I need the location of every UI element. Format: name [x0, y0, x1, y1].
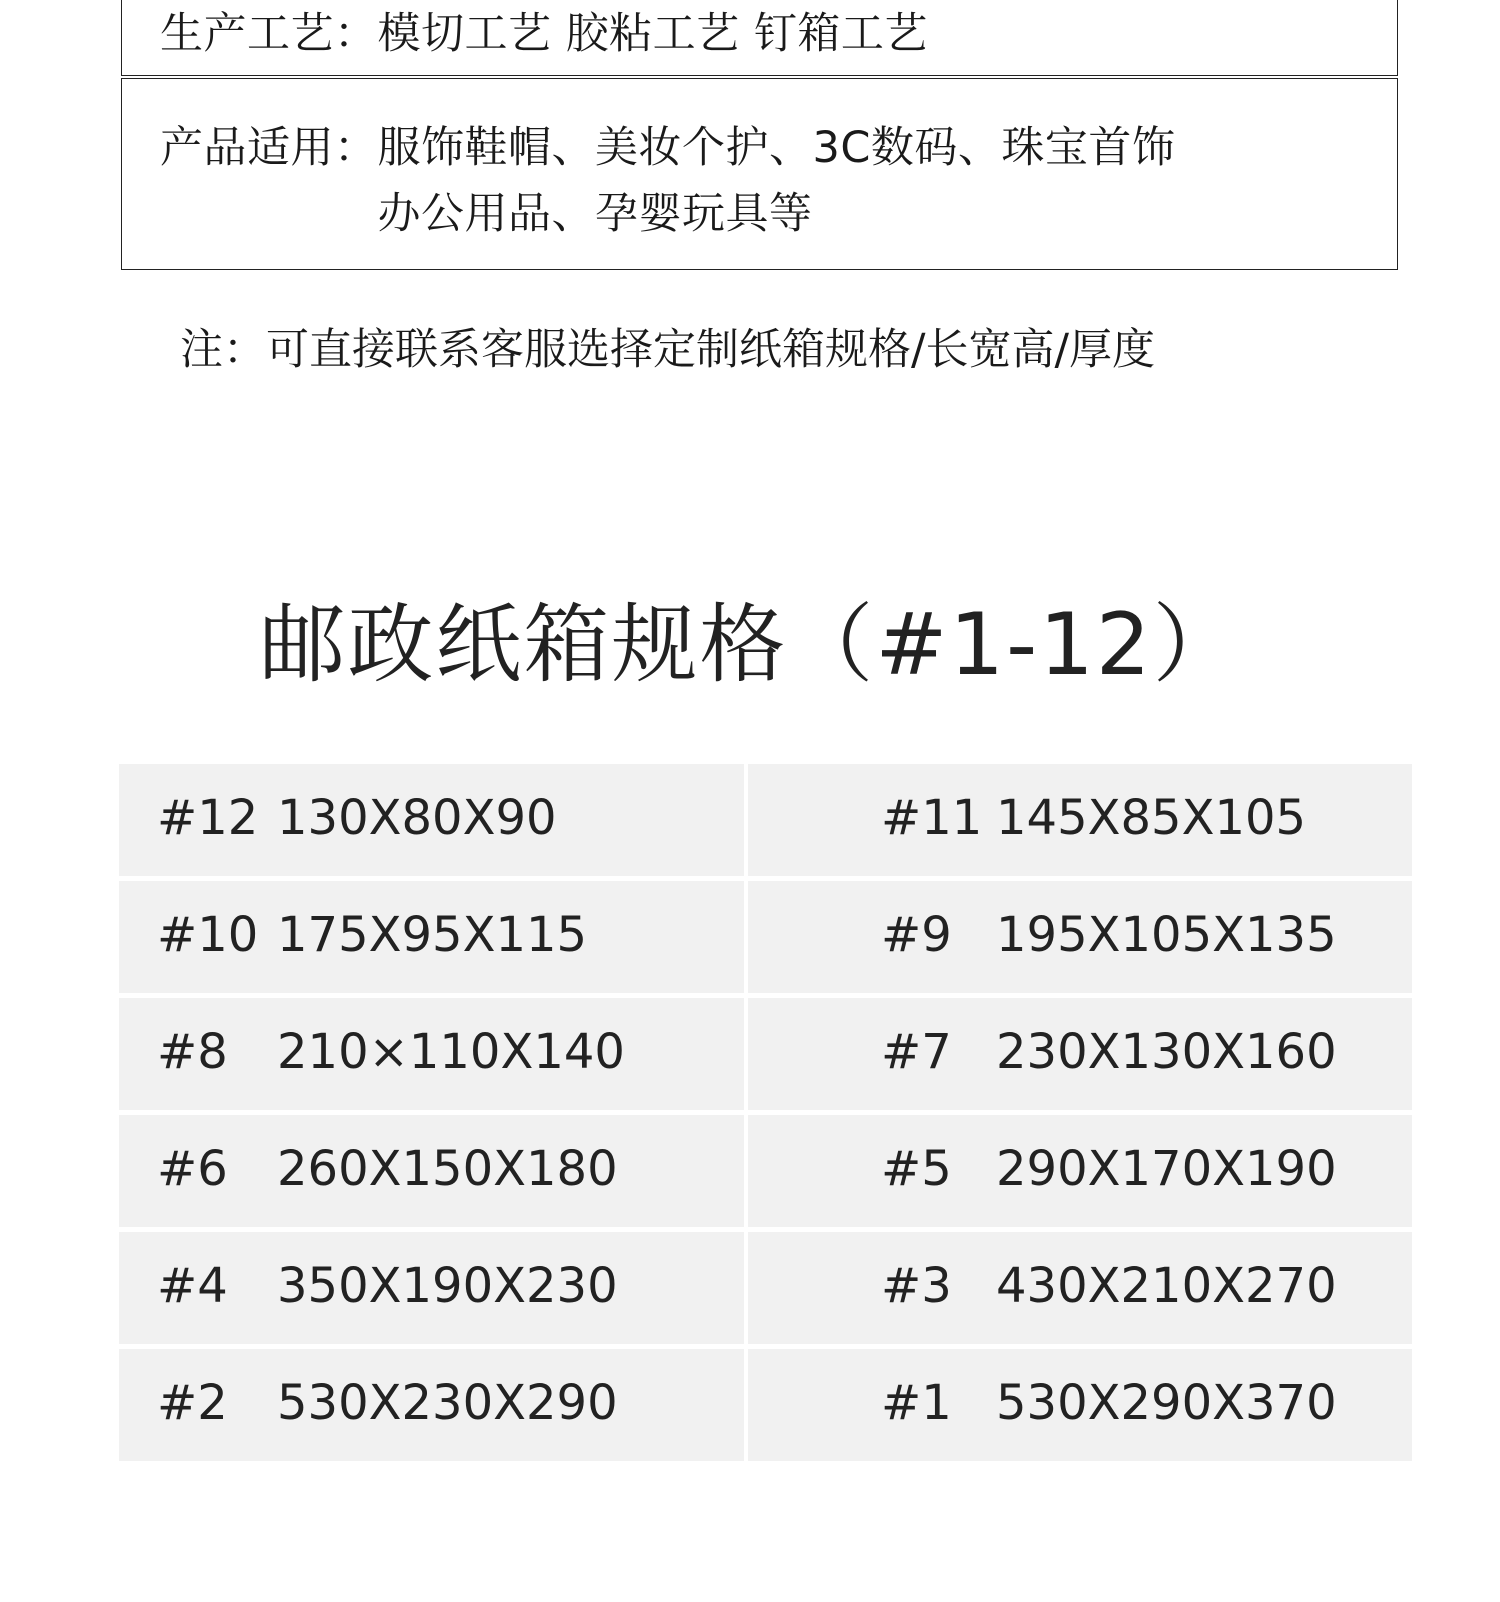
spec-dimensions: 530X290X370 — [996, 1375, 1337, 1431]
spec-cell — [119, 1115, 748, 1232]
process-row — [160, 1, 928, 67]
spec-cell — [119, 764, 748, 881]
spec-dimensions: 290X170X190 — [996, 1141, 1337, 1197]
spec-dimensions: 210×110X140 — [277, 1024, 625, 1080]
spec-cell — [748, 1232, 1412, 1349]
spec-title: 邮政纸箱规格（#1-12） — [259, 595, 1241, 695]
usage-label: 产品适用： — [160, 123, 378, 173]
spec-dimensions: 130X80X90 — [277, 790, 557, 846]
spec-dimensions: 530X230X290 — [277, 1375, 618, 1431]
spec-cell — [119, 881, 748, 998]
spec-cell — [119, 998, 748, 1115]
spec-dimensions: 195X105X135 — [996, 907, 1337, 963]
spec-table — [119, 764, 1412, 1466]
spec-dimensions: 260X150X180 — [277, 1141, 618, 1197]
spec-number: #11 — [881, 790, 983, 846]
usage-box — [121, 78, 1398, 270]
spec-cell — [748, 764, 1412, 881]
spec-number: #10 — [157, 907, 259, 963]
process-box — [121, 0, 1398, 76]
spec-cell — [748, 1115, 1412, 1232]
spec-number: #4 — [157, 1258, 228, 1314]
usage-line-2: 办公用品、孕婴玩具等 — [377, 189, 813, 239]
spec-cell — [748, 998, 1412, 1115]
spec-number: #1 — [881, 1375, 952, 1431]
process-label: 生产工艺： — [160, 9, 378, 59]
spec-dimensions: 230X130X160 — [996, 1024, 1337, 1080]
customization-note: 注：可直接联系客服选择定制纸箱规格/长宽高/厚度 — [180, 325, 1155, 375]
spec-number: #12 — [157, 790, 259, 846]
spec-number: #5 — [881, 1141, 952, 1197]
spec-number: #6 — [157, 1141, 228, 1197]
spec-dimensions: 145X85X105 — [996, 790, 1307, 846]
spec-number: #7 — [881, 1024, 952, 1080]
spec-number: #8 — [157, 1024, 228, 1080]
usage-row — [160, 115, 1298, 247]
spec-number: #2 — [157, 1375, 228, 1431]
process-value: 模切工艺 胶粘工艺 钉箱工艺 — [377, 9, 928, 59]
spec-cell — [748, 1349, 1412, 1466]
spec-dimensions: 430X210X270 — [996, 1258, 1337, 1314]
usage-line-1: 服饰鞋帽、美妆个护、3C数码、珠宝首饰 — [377, 123, 1176, 173]
usage-value — [378, 115, 1298, 247]
spec-dimensions: 175X95X115 — [277, 907, 588, 963]
spec-dimensions: 350X190X230 — [277, 1258, 618, 1314]
spec-cell — [119, 1349, 748, 1466]
spec-number: #9 — [881, 907, 952, 963]
spec-cell — [119, 1232, 748, 1349]
spec-cell — [748, 881, 1412, 998]
spec-number: #3 — [881, 1258, 952, 1314]
